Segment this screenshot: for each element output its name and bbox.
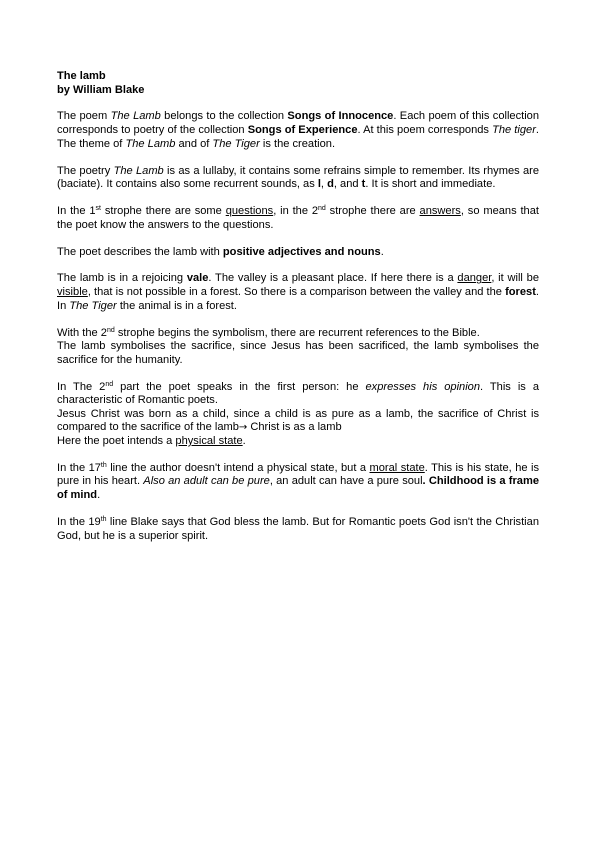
text-run: is as a lullaby, it contains some refrains simple to remember. Its rhymes are (baciate). It contains also some recurrent sounds, as <box>57 164 539 191</box>
text-run: , it will be <box>491 272 539 285</box>
poem-title-ref: The Lamb <box>125 137 176 150</box>
ordinal-suffix: nd <box>106 326 115 334</box>
text-run: strophe begins the symbolism, there are recurrent references to the Bible. <box>114 326 480 339</box>
text-run: line the author doesn't intend a physical state, but a <box>106 461 370 474</box>
text-run: . At this poem corresponds <box>357 124 493 137</box>
ordinal-suffix: nd <box>105 380 114 388</box>
text-run: , in the 2 <box>273 205 319 218</box>
underlined-term: physical state <box>175 434 243 447</box>
text-run: , and <box>333 178 362 191</box>
text-run: The poem <box>57 110 111 123</box>
italic-phrase: expresses his opinion <box>365 380 481 393</box>
collection-name: Songs of Innocence <box>287 110 394 123</box>
paragraph-description <box>57 246 539 260</box>
bold-term: vale <box>186 272 209 285</box>
text-run: part the poet speaks in the first person: he <box>113 380 366 393</box>
document-page <box>57 70 539 556</box>
text-run: In The 2 <box>57 380 106 393</box>
text-run: In the 1 <box>57 205 96 218</box>
poem-title-ref: The Tiger <box>69 299 117 312</box>
text-run: In the 19 <box>57 515 101 528</box>
ordinal-suffix: th <box>100 515 107 523</box>
poem-title-ref: The Lamb <box>110 110 161 123</box>
text-run: . The valley is a pleasant place. If here there is a <box>208 272 458 285</box>
paragraph-lullaby <box>57 165 539 192</box>
text-run: . <box>242 434 246 447</box>
text-run: . The theme of <box>57 124 539 150</box>
document-header <box>57 70 539 97</box>
text-run: line Blake says that God bless the lamb. But for Romantic poets God isn't the Christian God, but he is a superior spirit. <box>57 515 539 542</box>
underlined-term: moral state <box>369 461 425 474</box>
text-run: is the creation. <box>259 137 336 150</box>
right-arrow-icon: → <box>238 422 248 434</box>
bold-term: . Childhood is a frame of mind <box>57 475 539 502</box>
text-run: In the 17 <box>57 461 101 474</box>
collection-name: Songs of Experience <box>247 124 358 137</box>
text-run: belongs to the collection <box>160 110 288 123</box>
bold-term: positive adjectives and nouns <box>222 245 381 258</box>
document-title: The lamb <box>57 70 106 82</box>
poem-title-ref: The Lamb <box>113 164 164 177</box>
bold-term: forest <box>505 286 536 299</box>
text-run: The poetry <box>57 164 114 177</box>
sound-letter: l <box>317 178 321 191</box>
text-run: The poet describes the lamb with <box>57 245 223 258</box>
sound-letter: d <box>327 178 334 191</box>
text-run: . It is short and immediate. <box>365 178 496 191</box>
paragraph-first-person <box>57 381 539 449</box>
text-run: . This is a characteristic of Romantic poets. <box>57 380 539 407</box>
text-run: Jesus Christ was born as a child, since a child is as pure as a lamb, the sacrifice of Christ is compared to the sacrifice of the lamb <box>57 407 539 434</box>
ordinal-suffix: nd <box>318 205 326 213</box>
text-run: and of <box>175 137 213 150</box>
underlined-term: questions <box>225 205 274 218</box>
paragraph-god <box>57 516 539 543</box>
text-run: the animal is in a forest. <box>116 299 237 312</box>
underlined-term: danger <box>457 272 492 285</box>
text-run: . This is his state, he is pure in his heart. <box>57 461 539 488</box>
text-run: . <box>380 245 384 258</box>
text-run: . In <box>57 286 539 312</box>
text-run: strophe there are <box>325 205 420 218</box>
ordinal-suffix: st <box>95 205 101 213</box>
text-run: , that is not possible in a forest. So there is a comparison between the valley and the <box>87 286 506 299</box>
italic-phrase: Also an adult can be pure <box>143 475 270 488</box>
text-run: Christ is as a lamb <box>247 421 342 434</box>
ordinal-suffix: th <box>100 461 107 469</box>
underlined-term: answers <box>419 205 461 218</box>
paragraph-vale <box>57 272 539 313</box>
paragraph-collection <box>57 110 539 151</box>
text-run: , <box>320 178 328 191</box>
paragraph-moral-state <box>57 462 539 503</box>
underlined-term: visible <box>57 286 88 299</box>
text-run: , an adult can have a pure soul <box>269 475 423 488</box>
sound-letter: t <box>361 178 366 191</box>
text-run: , so means that the poet know the answers to the questions. <box>57 205 539 231</box>
poem-title-ref: The Tiger <box>212 137 260 150</box>
paragraph-strophes <box>57 205 539 232</box>
paragraph-symbolism <box>57 327 539 368</box>
text-run: The lamb symbolises the sacrifice, since Jesus has been sacrificed, the lamb symbolises the sacrifice for the humanity. <box>57 340 539 366</box>
text-run: With the 2 <box>57 326 107 339</box>
text-run: . <box>97 489 101 502</box>
text-run: strophe there are some <box>101 205 226 218</box>
poem-title-ref: The tiger <box>492 124 536 137</box>
text-run: The lamb is in a rejoicing <box>57 272 187 285</box>
document-author: by William Blake <box>57 83 145 96</box>
text-run: . Each poem of this collection corresponds to poetry of the collection <box>57 110 540 137</box>
text-run: Here the poet intends a <box>57 434 176 447</box>
